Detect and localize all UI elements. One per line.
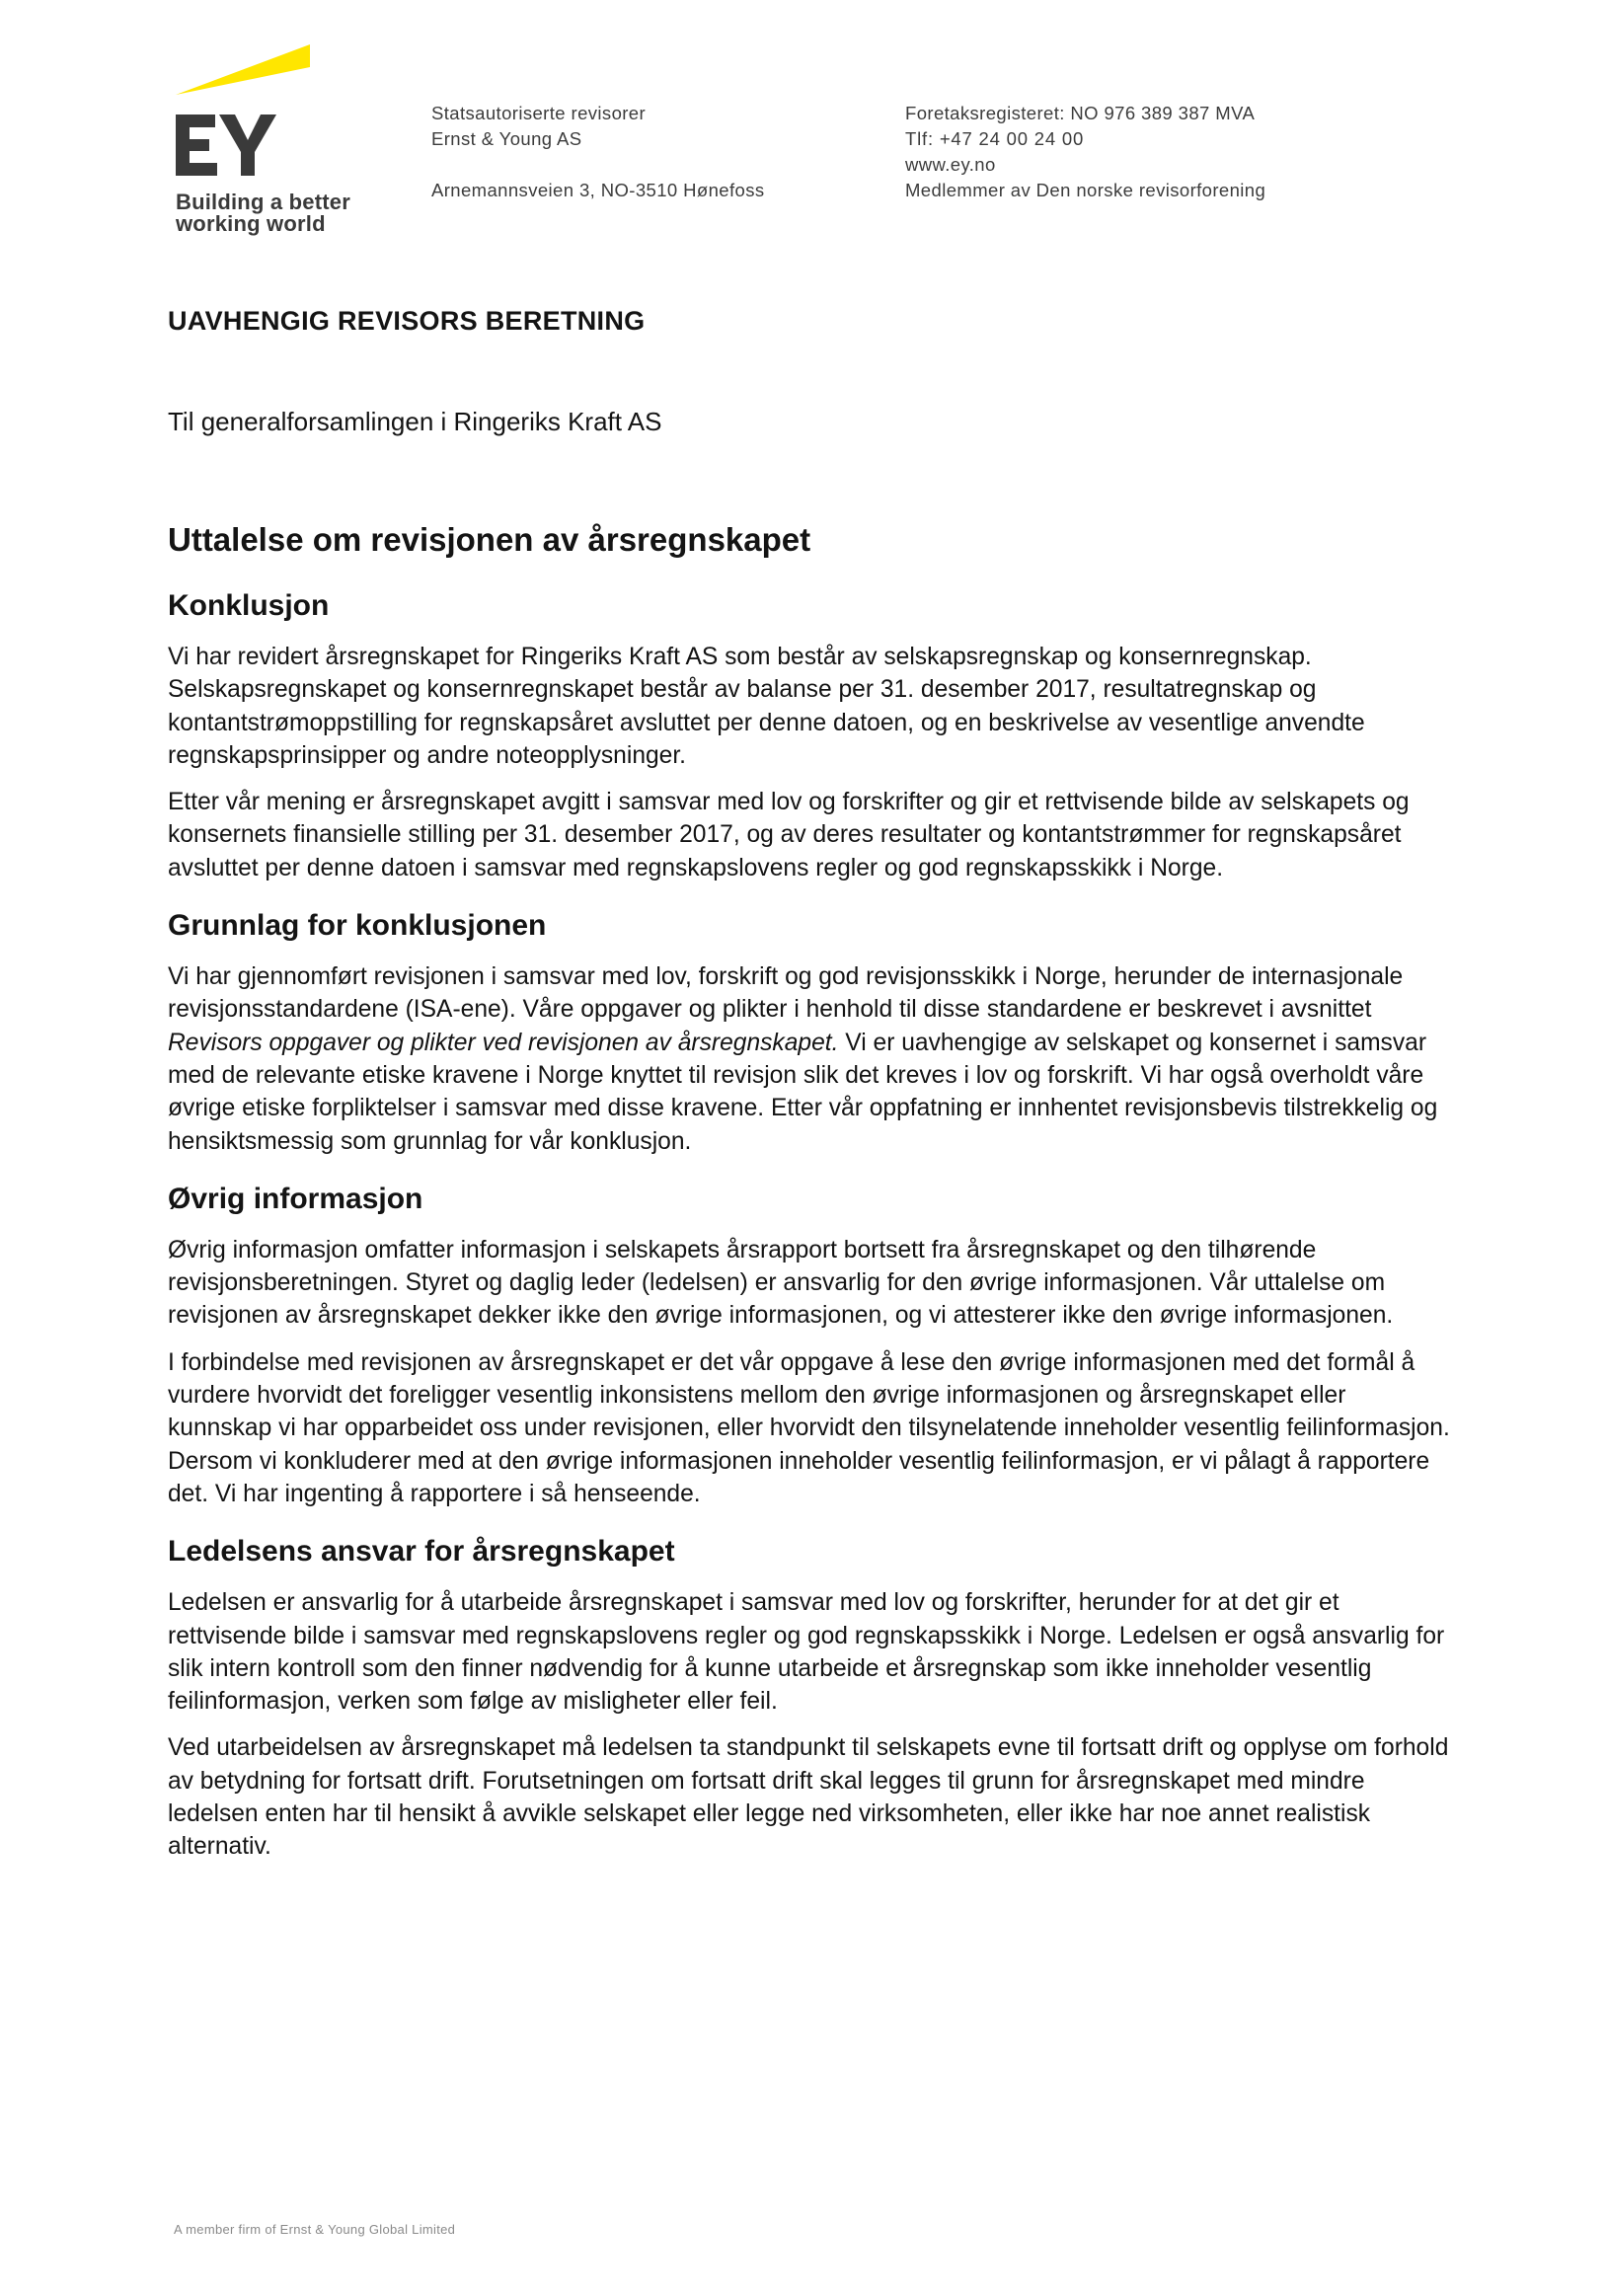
addressee: Til generalforsamlingen i Ringeriks Kraft AS: [168, 407, 662, 436]
grunnlag-text-a: Vi har gjennomført revisjonen i samsvar med lov, forskrift og god revisjonsskikk i Norge, herunder de internasjonale revisjonsstandardene (ISA-ene). Våre oppgaver og plikter i henhold til disse standardene er beskrevet i avsnittet: [168, 963, 1404, 1024]
letterhead-company-info: [431, 101, 765, 203]
ledelsen-paragraph-1: Ledelsen er ansvarlig for å utarbeide årsregnskapet i samsvar med lov og forskrifter, herunder for at det gir et rettvisende bilde i samsvar med regnskapslovens regler og god regnskapsskikk i Norge. Ledelsen er også ansvarlig for slik intern kontroll som den finner nødvendig for å kunne utarbeide et årsregnskap som ikke inneholder vesentlig feilinformasjon, verken som følge av misligheter eller feil.: [168, 1589, 1445, 1716]
heading-ovrig-informasjon: Øvrig informasjon: [168, 1182, 423, 1215]
grunnlag-paragraph-1: [168, 960, 1451, 1158]
letterhead-registration-info: [905, 101, 1265, 203]
website: www.ey.no: [905, 154, 996, 175]
report-title: UAVHENGIG REVISORS BERETNING: [168, 306, 646, 336]
ovrig-paragraph-1: Øvrig informasjon omfatter informasjon i selskapets årsrapport bortsett fra årsregnskapet og den tilhørende revisjonsberetningen. Styret og daglig leder (ledelsen) er ansvarlig for den øvrige informasjonen. Vår uttalelse om revisjonen av årsregnskapet dekker ikke den øvrige informasjonen, og vi attesterer ikke den øvrige informasjonen.: [168, 1236, 1394, 1330]
konklusjon-paragraph-2: Etter vår mening er årsregnskapet avgitt i samsvar med lov og forskrifter og gir et rettvisende bilde av selskapets og konsernets finansielle stilling per 31. desember 2017, og av deres resultater og kontantstrømmer for regnskapsåret avsluttet per denne datoen i samsvar med regnskapslovens regler og god regnskapsskikk i Norge.: [168, 789, 1410, 881]
company-name: Ernst & Young AS: [431, 128, 582, 149]
registration-number: Foretaksregisteret: NO 976 389 387 MVA: [905, 103, 1256, 123]
grunnlag-italic-reference: Revisors oppgaver og plikter ved revisjonen av årsregnskapet.: [168, 1029, 839, 1056]
heading-grunnlag: Grunnlag for konklusjonen: [168, 909, 547, 943]
company-address: Arnemannsveien 3, NO-3510 Hønefoss: [431, 180, 765, 200]
phone-number: Tlf: +47 24 00 24 00: [905, 128, 1085, 149]
tagline-line-2: working world: [176, 211, 326, 236]
grunnlag-text-b: Vi er uavhengige av selskapet og konsernet i samsvar med de relevante etiske kravene i Norge knyttet til revisjon slik det kreves i lov og forskrift. Vi har også overholdt våre øvrige etiske forpliktelser i samsvar med disse kravene. Etter vår oppfatning er innhentet revisjonsbevis tilstrekkelig og hensiktsmessig som grunnlag for vår konklusjon.: [168, 1029, 1438, 1155]
heading-konklusjon: Konklusjon: [168, 589, 330, 622]
ey-tagline: [176, 191, 350, 235]
ledelsen-paragraph-2: Ved utarbeidelsen av årsregnskapet må ledelsen ta standpunkt til selskapets evne til fortsatt drift og opplyse om forhold av betydning for fortsatt drift. Forutsetningen om fortsatt drift skal legges til grunn for årsregnskapet med mindre ledelsen enten har til hensikt å avvikle selskapet eller legge ned virksomheten, eller ikke har noe annet realistisk alternativ.: [168, 1734, 1449, 1861]
report-body: [168, 587, 1451, 1877]
ey-logo-yellow-beam: [176, 44, 310, 95]
ey-logo-letter-e: [176, 115, 217, 176]
ey-logo-letter-y: [219, 115, 276, 176]
ey-logo-graphic: [174, 43, 371, 191]
section-title: Uttalelse om revisjonen av årsregnskapet: [168, 521, 811, 558]
konklusjon-paragraph-1: Vi har revidert årsregnskapet for Ringeriks Kraft AS som består av selskapsregnskap og konsernregnskap. Selskapsregnskapet og konsernregnskapet består av balanse per 31. desember 2017, resultatregnskap og kontantstrømoppstilling for regnskapsåret avsluttet per denne datoen, og en beskrivelse av vesentlige anvendte regnskapsprinsipper og andre noteopplysninger.: [168, 644, 1365, 769]
company-type: Statsautoriserte revisorer: [431, 103, 647, 123]
membership: Medlemmer av Den norske revisorforening: [905, 180, 1266, 200]
page-footer: A member firm of Ernst & Young Global Limited: [174, 2222, 456, 2237]
ovrig-paragraph-2: I forbindelse med revisjonen av årsregnskapet er det vår oppgave å lese den øvrige informasjonen med det formål å vurdere hvorvidt det foreligger vesentlig inkonsistens mellom den øvrige informasjonen og årsregnskapet eller kunnskap vi har opparbeidet oss under revisjonen, eller hvorvidt den tilsynelatende inneholder vesentlig feilinformasjon. Dersom vi konkluderer med at den øvrige informasjonen inneholder vesentlig feilinformasjon, er vi pålagt å rapportere det. Vi har ingenting å rapportere i så henseende.: [168, 1348, 1450, 1507]
tagline-line-1: Building a better: [176, 190, 350, 214]
heading-ledelsens-ansvar: Ledelsens ansvar for årsregnskapet: [168, 1535, 675, 1569]
